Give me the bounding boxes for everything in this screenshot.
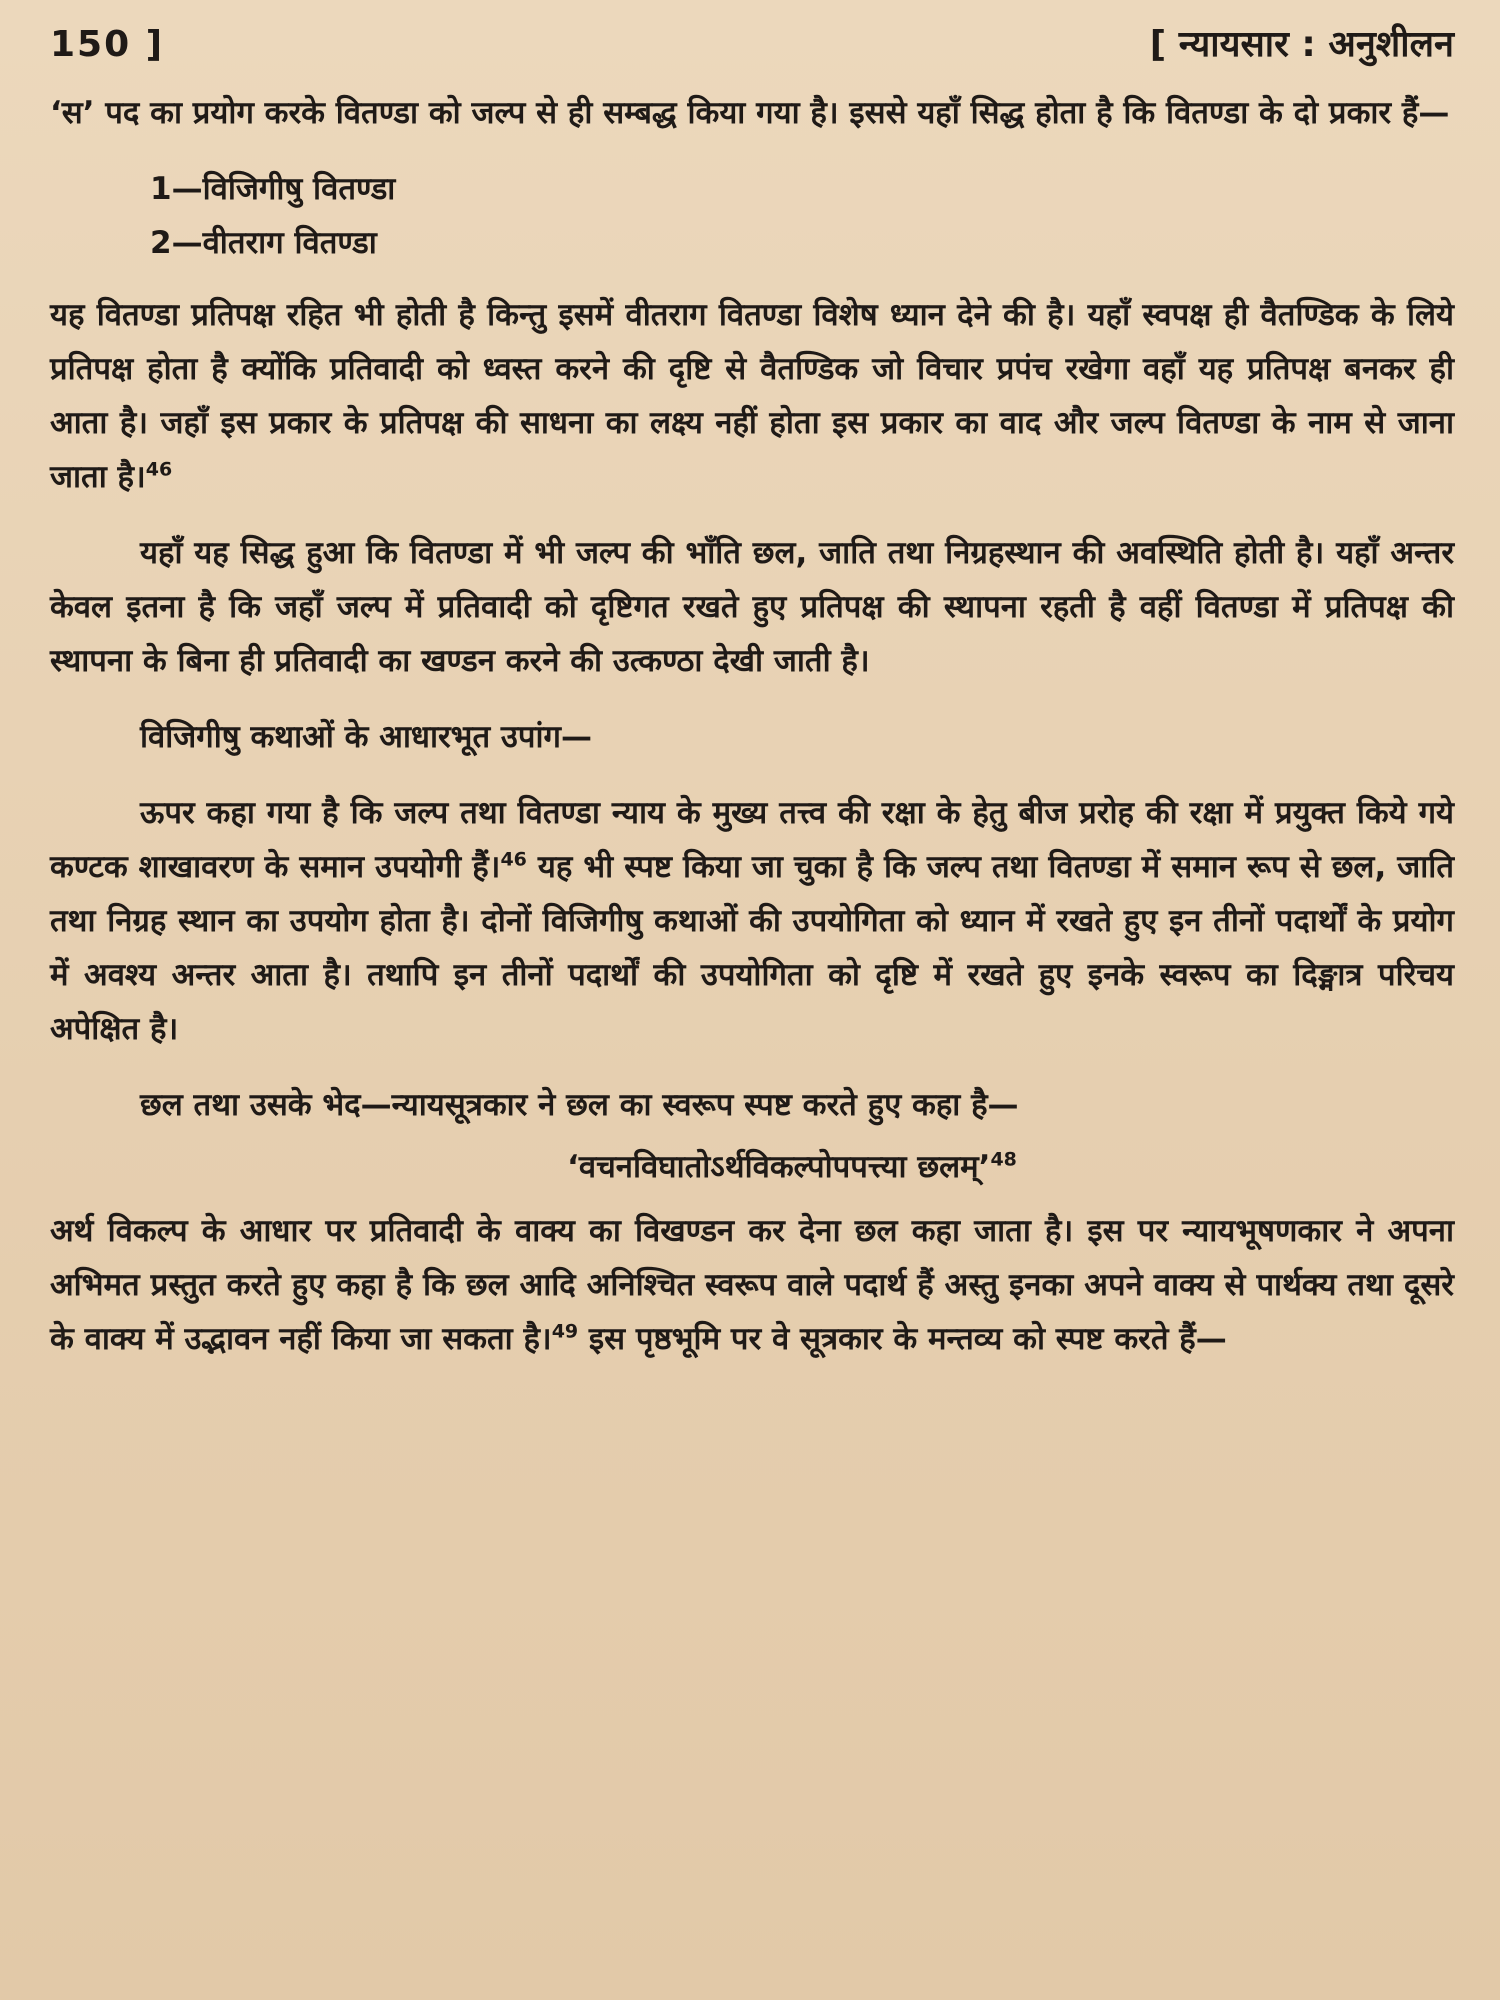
footnote-ref: 46: [145, 458, 173, 481]
paragraph-3: यहाँ यह सिद्ध हुआ कि वितण्डा में भी जल्प की भाँति छल, जाति तथा निग्रहस्थान की अवस्थिति होती है। यहाँ अन्तर केवल इतना है कि जहाँ जल्प में प्रतिवादी को दृष्टिगत रखते हुए प्रतिपक्ष की स्थापना रहती है वहीं वितण्डा में प्रतिपक्ष की स्थापना के बिना ही प्रतिवादी का खण्डन करने की उत्कण्ठा देखी जाती है।: [50, 535, 1454, 679]
footnote-ref: 48: [990, 1148, 1017, 1171]
types-list: [50, 162, 1454, 270]
page-number: 150 ]: [50, 24, 165, 65]
paragraph-4: [50, 786, 1454, 1056]
quote-text: ‘वचनविघातोऽर्थविकल्पोपपत्त्या छलम्’: [567, 1149, 991, 1185]
page-header: [50, 18, 1454, 86]
running-title: [ न्यायसार : अनुशीलन: [1149, 24, 1454, 65]
paragraph-6-text-b: इस पृष्ठभूमि पर वे सूत्रकार के मन्तव्य को स्पष्ट करते हैं—: [578, 1321, 1227, 1357]
footnote-ref: 46: [500, 848, 527, 871]
paragraph-2-text: यह वितण्डा प्रतिपक्ष रहित भी होती है किन्तु इसमें वीतराग वितण्डा विशेष ध्यान देने की है। यहाँ स्वपक्ष ही वैतण्डिक के लिये प्रतिपक्ष होता है क्योंकि प्रतिवादी को ध्वस्त करने की दृष्टि से वैतण्डिक जो विचार प्रपंच रखेगा वहाँ यह प्रतिपक्ष बनकर ही आता है। जहाँ इस प्रकार के प्रतिपक्ष की साधना का लक्ष्य नहीं होता इस प्रकार का वाद और जल्प वितण्डा के नाम से जाना जाता है।: [50, 297, 1454, 495]
sutra-quote: [50, 1140, 1454, 1194]
paragraph-4-text-a: ऊपर कहा गया है कि जल्प तथा वितण्डा न्याय के मुख्य तत्त्व की रक्षा के हेतु बीज प्ररोह की रक्षा में प्रयुक्त किये गये कण्टक शाखावरण के समान उपयोगी हैं।: [50, 795, 1454, 885]
paragraph-1: ‘स’ पद का प्रयोग करके वितण्डा को जल्प से ही सम्बद्ध किया गया है। इससे यहाँ सिद्ध होता है कि वितण्डा के दो प्रकार हैं—: [50, 95, 1450, 131]
paragraph-5: [50, 1078, 1454, 1132]
inline-heading: छल तथा उसके भेद: [140, 1087, 361, 1123]
paragraph-5-text: —न्यायसूत्रकार ने छल का स्वरूप स्पष्ट करते हुए कहा है—: [360, 1087, 1019, 1123]
paragraph-4-text-b: यह भी स्पष्ट किया जा चुका है कि जल्प तथा वितण्डा में समान रूप से छल, जाति तथा निग्रह स्थान का उपयोग होता है। दोनों विजिगीषु कथाओं की उपयोगिता को ध्यान में रखते हुए इन तीनों पदार्थों के प्रयोग में अवश्य अन्तर आता है। तथापि इन तीनों पदार्थों की उपयोगिता को दृष्टि में रखते हुए इनके स्वरूप का दिङ्मात्र परिचय अपेक्षित है।: [50, 849, 1454, 1047]
paragraph-2: [50, 288, 1454, 504]
paragraph-6: [50, 1204, 1454, 1366]
footnote-ref: 49: [551, 1320, 579, 1343]
section-heading: विजिगीषु कथाओं के आधारभूत उपांग—: [140, 719, 592, 755]
paragraph-6-text-a: अर्थ विकल्प के आधार पर प्रतिवादी के वाक्य का विखण्डन कर देना छल कहा जाता है। इस पर न्यायभूषणकार ने अपना अभिमत प्रस्तुत करते हुए कहा है कि छल आदि अनिश्चित स्वरूप वाले पदार्थ हैं अस्तु इनका अपने वाक्य से पार्थक्य तथा दूसरे के वाक्य में उद्भावन नहीं किया जा सकता है।: [50, 1213, 1454, 1357]
list-item: 2—वीतराग वितण्डा: [150, 225, 377, 261]
list-item: 1—विजिगीषु वितण्डा: [150, 171, 396, 207]
